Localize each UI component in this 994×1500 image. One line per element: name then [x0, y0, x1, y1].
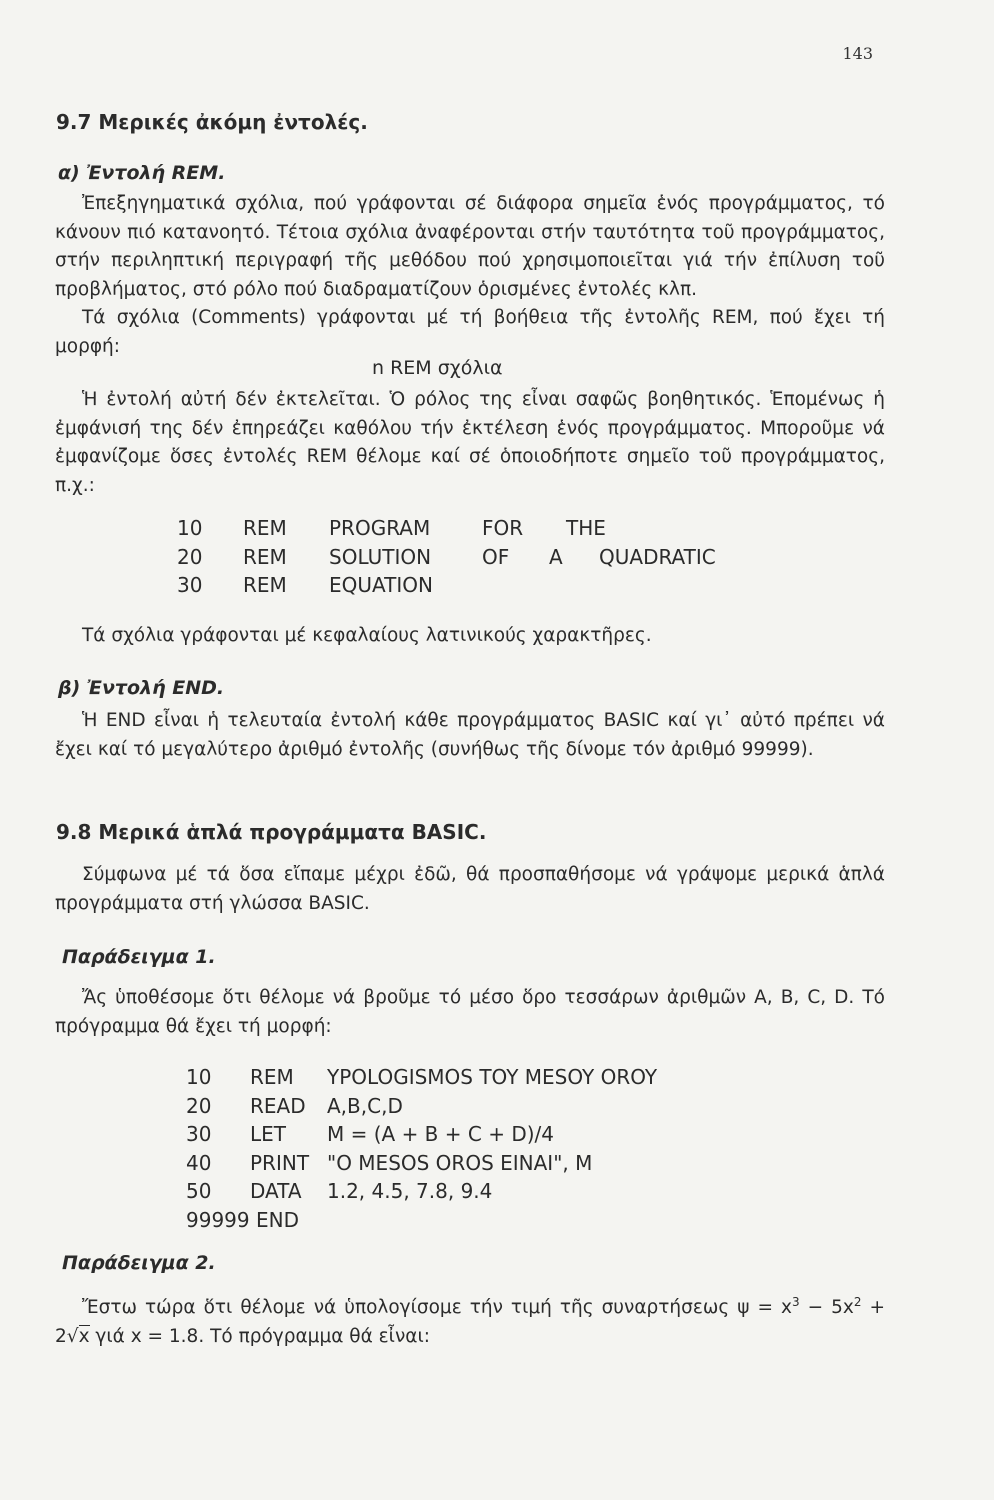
comment-word: FOR — [482, 516, 524, 540]
section-title-9-7: 9.7 Μερικές ἀκόμη ἐντολές. — [56, 110, 368, 134]
rem-explanation — [55, 386, 885, 500]
statement-body: YPOLOGISMOS TOY MESOY OROY — [327, 1065, 658, 1089]
comment-word: PROGRAM — [329, 516, 431, 540]
comment-word: SOLUTION — [329, 544, 432, 569]
end-paragraph-1: Ἡ END εἶναι ἡ τελευταία ἐντολή κάθε προγράμματος BASIC καί γι᾽ αὐτό πρέπει νά ἔχει καί τό μεγαλύτερο ἀριθμό ἐντολῆς (συνήθως τῆς δίνομε τόν ἀριθμό 99999). — [55, 710, 885, 760]
line-number: 20 — [186, 1093, 212, 1118]
keyword: REM — [250, 1065, 294, 1089]
code-line — [177, 514, 716, 543]
rem-paragraph-1: Ἐπεξηγηματικά σχόλια, πού γράφονται σέ διάφορα σημεῖα ἑνός προγράμματος, τό κάνουν πιό κατανοητό. Τέτοια σχόλια ἀναφέρονται στήν ταυτότητα τοῦ προγράμματος, στήν περιληπτική περιγραφή τῆς μεθόδου πού χρησιμοποιεῖται γιά τήν ἐπίλυση τοῦ προβλήματος, στό ρόλο πού διαδραματίζουν ὁρισμένες ἐντολές κλπ. — [55, 193, 885, 300]
line-number: 50 — [186, 1179, 212, 1203]
code-line — [177, 571, 716, 600]
line-number: 30 — [177, 573, 203, 597]
code-line — [186, 1120, 657, 1149]
end-paragraph — [55, 707, 885, 764]
section-9-8-paragraph: Σύμφωνα μέ τά ὅσα εἴπαμε μέχρι ἐδῶ, θά προσπαθήσομε νά γράψομε μερικά ἁπλά προγράμματα στή γλώσσα BASIC. — [55, 864, 885, 914]
keyword: LET — [250, 1122, 286, 1146]
example-1-text: Ἄς ὑποθέσομε ὅτι θέλομε νά βροῦμε τό μέσο ὅρο τεσσάρων ἀριθμῶν A, B, C, D. Τό πρόγραμμα θά ἔχει τή μορφή: — [55, 987, 885, 1037]
example-2-title: Παράδειγμα 2. — [62, 1252, 216, 1274]
keyword: PRINT — [250, 1150, 310, 1175]
code-line — [186, 1063, 657, 1092]
example-1-code — [186, 1063, 657, 1234]
rem-syntax-form: n REM σχόλια — [372, 357, 503, 379]
section-9-8-intro — [55, 861, 885, 918]
line-number: 10 — [177, 516, 203, 540]
example-1-title: Παράδειγμα 1. — [62, 946, 216, 968]
comment-word: THE — [566, 516, 606, 540]
rem-paragraph-3: Ἡ ἐντολή αὐτή δέν ἐκτελεῖται. Ὁ ρόλος της εἶναι σαφῶς βοηθητικός. Ἑπομένως ἡ ἐμφάνισή της δέν ἐπηρεάζει καθόλου τήν ἐκτέλεση ἑνός προγράμματος. Μποροῦμε νά ἐμφανίζομε ὅσες ἐντολές REM θέλομε καί σέ ὁποιοδήποτε σημεῖο τοῦ προγράμματος, π.χ.: — [55, 389, 885, 496]
example-1-paragraph — [55, 984, 885, 1041]
code-line — [186, 1206, 657, 1235]
rem-code-example — [177, 514, 716, 600]
comment-word: A — [549, 544, 563, 569]
example-2-paragraph — [55, 1288, 885, 1351]
code-line — [186, 1149, 657, 1178]
keyword: REM — [243, 544, 287, 569]
statement-body: M = (A + B + C + D)/4 — [327, 1122, 554, 1146]
line-number: 30 — [186, 1122, 212, 1146]
end-statement: 99999 END — [186, 1207, 299, 1232]
subsection-title-end: β) Ἐντολή END. — [58, 677, 225, 699]
statement-body: "O MESOS OROS EINAI", M — [327, 1150, 593, 1175]
section-title-9-8: 9.8 Μερικά ἁπλά προγράμματα BASIC. — [56, 820, 487, 844]
rem-intro-paragraph — [55, 190, 885, 361]
rem-note — [55, 622, 885, 651]
comment-word: EQUATION — [329, 573, 433, 597]
code-line — [186, 1177, 657, 1206]
square-root-icon: √ — [66, 1325, 79, 1347]
line-number: 40 — [186, 1150, 212, 1175]
keyword: REM — [243, 573, 287, 597]
code-line — [177, 543, 716, 572]
subsection-title-rem: α) Ἐντολή REM. — [58, 162, 226, 184]
rem-paragraph-2: Τά σχόλια (Comments) γράφονται μέ τή βοήθεια τῆς ἐντολῆς REM, πού ἔχει τή μορφή: — [55, 307, 885, 357]
page-number: 143 — [842, 44, 873, 63]
example-2-text: Ἔστω τώρα ὅτι θέλομε νά ὑπολογίσομε τήν τιμή τῆς συναρτήσεως $\psi = x^3 - 5x^2 + 2√x$ γιά x = 1.8. Τό πρόγραμμα θά εἶναι: — [55, 1295, 886, 1347]
comment-word: OF — [482, 544, 510, 569]
comment-word: QUADRATIC — [599, 544, 716, 569]
code-line — [186, 1092, 657, 1121]
keyword: DATA — [250, 1179, 302, 1203]
statement-body: A,B,C,D — [327, 1093, 403, 1118]
line-number: 10 — [186, 1065, 212, 1089]
statement-body: 1.2, 4.5, 7.8, 9.4 — [327, 1179, 493, 1203]
keyword: READ — [250, 1093, 306, 1118]
line-number: 20 — [177, 544, 203, 569]
rem-paragraph-4: Τά σχόλια γράφονται μέ κεφαλαίους λατινικούς χαρακτῆρες. — [82, 625, 652, 646]
keyword: REM — [243, 516, 287, 540]
